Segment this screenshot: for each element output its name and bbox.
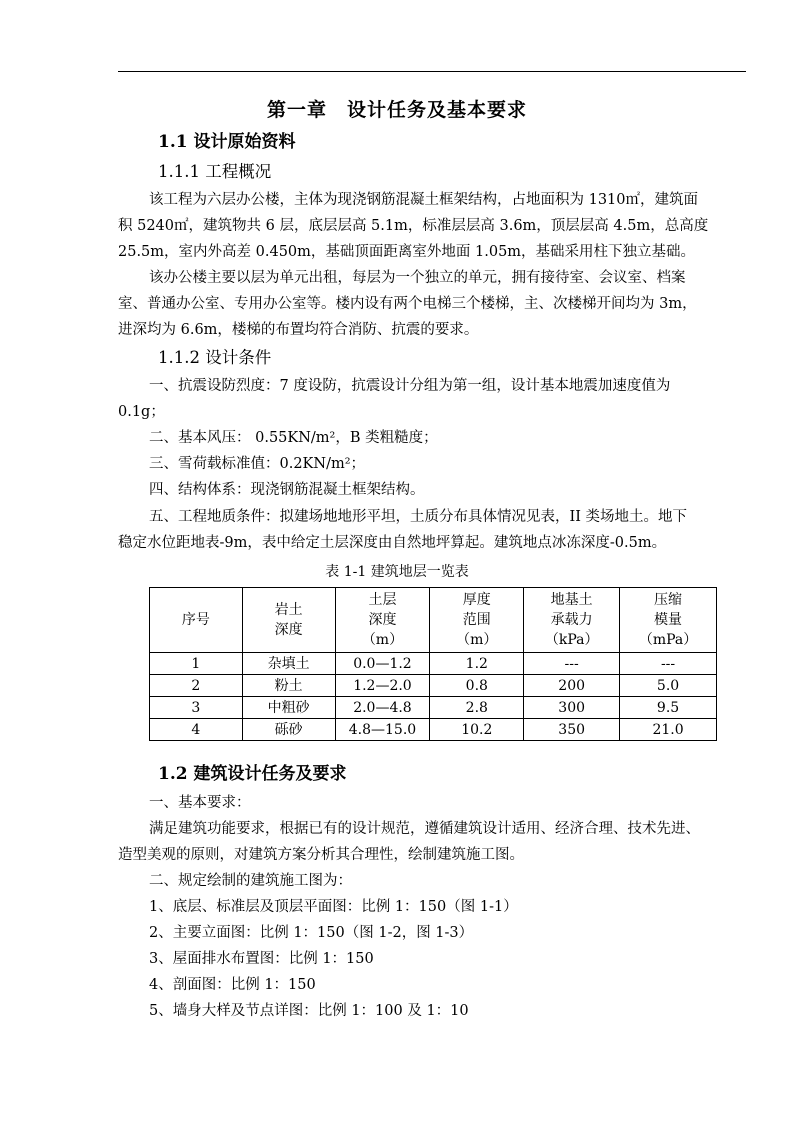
- condition-line: 稳定水位距地表-9m，表中给定土层深度由自然地坪算起。建筑地点冰冻深度-0.5m。: [118, 535, 667, 551]
- section-heading-1-1-2: 1.1.2 设计条件: [158, 348, 272, 367]
- table-cell: 5.0: [620, 675, 717, 697]
- paragraph-line: 进深均为 6.6m，楼梯的布置均符合消防、抗震的要求。: [118, 322, 479, 338]
- section-heading-1-1: 1.1 设计原始资料: [158, 132, 296, 152]
- table-cell: 10.2: [430, 719, 524, 741]
- task-line: 2、主要立面图：比例 1：150（图 1-2，图 1-3）: [149, 925, 474, 941]
- table-cell: 2.8: [430, 697, 524, 719]
- condition-line: 一、抗震设防烈度：7 度设防，抗震设计分组为第一组，设计基本地震加速度值为: [149, 378, 671, 394]
- header-cell: 岩土 深度: [242, 588, 335, 653]
- header-cell: 压缩 模量 （mPa）: [620, 588, 717, 653]
- paragraph-line: 积 5240㎡，建筑物共 6 层，底层层高 5.1m，标准层层高 3.6m，顶层层高 4.5m，总高度: [118, 218, 709, 234]
- table-cell: 2.0—4.8: [335, 697, 430, 719]
- table-cell: 砾砂: [242, 719, 335, 741]
- task-line: 满足建筑功能要求，根据已有的设计规范，遵循建筑设计适用、经济合理、技术先进、: [149, 821, 700, 837]
- condition-line: 0.1g；: [118, 404, 165, 420]
- table-cell: 9.5: [620, 697, 717, 719]
- table-cell: 1.2—2.0: [335, 675, 430, 697]
- section-heading-1-2: 1.2 建筑设计任务及要求: [158, 764, 347, 784]
- condition-line: 三、雪荷载标准值：0.2KN/m²；: [149, 456, 366, 472]
- table-cell: 300: [524, 697, 620, 719]
- condition-line: 二、基本风压： 0.55KN/m²，B 类粗糙度；: [149, 430, 438, 446]
- paragraph-line: 室、普通办公室、专用办公室等。楼内设有两个电梯三个楼梯，主、次楼梯开间均为 3m，: [118, 296, 697, 312]
- table-cell: 杂填土: [242, 653, 335, 675]
- paragraph-line: 该工程为六层办公楼，主体为现浇钢筋混凝土框架结构，占地面积为 1310㎡，建筑面: [149, 192, 699, 208]
- paragraph-line: 该办公楼主要以层为单元出租，每层为一个独立的单元，拥有接待室、会议室、档案: [149, 270, 686, 286]
- table-row: [150, 653, 717, 675]
- header-cell: 厚度 范围 （m）: [430, 588, 524, 653]
- table-row: [150, 697, 717, 719]
- chapter-title: 第一章 设计任务及基本要求: [266, 99, 527, 121]
- table-cell: 4: [150, 719, 243, 741]
- task-line: 5、墙身大样及节点详图：比例 1：100 及 1：10: [149, 1003, 469, 1019]
- task-line: 4、剖面图：比例 1：150: [149, 977, 316, 993]
- task-line: 造型美观的原则，对建筑方案分析其合理性，绘制建筑施工图。: [118, 847, 524, 863]
- task-line: 1、底层、标准层及顶层平面图：比例 1：150（图 1-1）: [149, 899, 518, 915]
- table-cell: 中粗砂: [242, 697, 335, 719]
- table-cell: 0.0—1.2: [335, 653, 430, 675]
- table-cell: 1.2: [430, 653, 524, 675]
- table-cell: 0.8: [430, 675, 524, 697]
- condition-line: 五、工程地质条件：拟建场地地形平坦，土质分布具体情况见表，II 类场地土。地下: [149, 509, 688, 525]
- table-cell: 200: [524, 675, 620, 697]
- table-header-row: [150, 588, 717, 653]
- table-row: [150, 719, 717, 741]
- table-cell: 2: [150, 675, 243, 697]
- header-rule: [118, 71, 746, 72]
- table-cell: 21.0: [620, 719, 717, 741]
- header-cell: 序号: [150, 588, 243, 653]
- task-line: 二、规定绘制的建筑施工图为：: [149, 873, 352, 889]
- task-line: 3、屋面排水布置图：比例 1：150: [149, 951, 374, 967]
- header-cell: 地基土 承载力 （kPa）: [524, 588, 620, 653]
- table-caption: 表 1-1 建筑地层一览表: [325, 564, 469, 580]
- task-line: 一、基本要求：: [149, 795, 251, 811]
- table-cell: 3: [150, 697, 243, 719]
- table-cell: ---: [620, 653, 717, 675]
- table-row: [150, 675, 717, 697]
- condition-line: 四、结构体系：现浇钢筋混凝土框架结构。: [149, 482, 425, 498]
- table-cell: 1: [150, 653, 243, 675]
- table-cell: 350: [524, 719, 620, 741]
- header-cell: 土层 深度 （m）: [335, 588, 430, 653]
- paragraph-line: 25.5m，室内外高差 0.450m，基础顶面距离室外地面 1.05m，基础采用柱下独立基础。: [118, 244, 696, 260]
- strata-table: [149, 587, 717, 741]
- table-cell: 4.8—15.0: [335, 719, 430, 741]
- section-heading-1-1-1: 1.1.1 工程概况: [158, 162, 272, 181]
- table-cell: ---: [524, 653, 620, 675]
- table-cell: 粉土: [242, 675, 335, 697]
